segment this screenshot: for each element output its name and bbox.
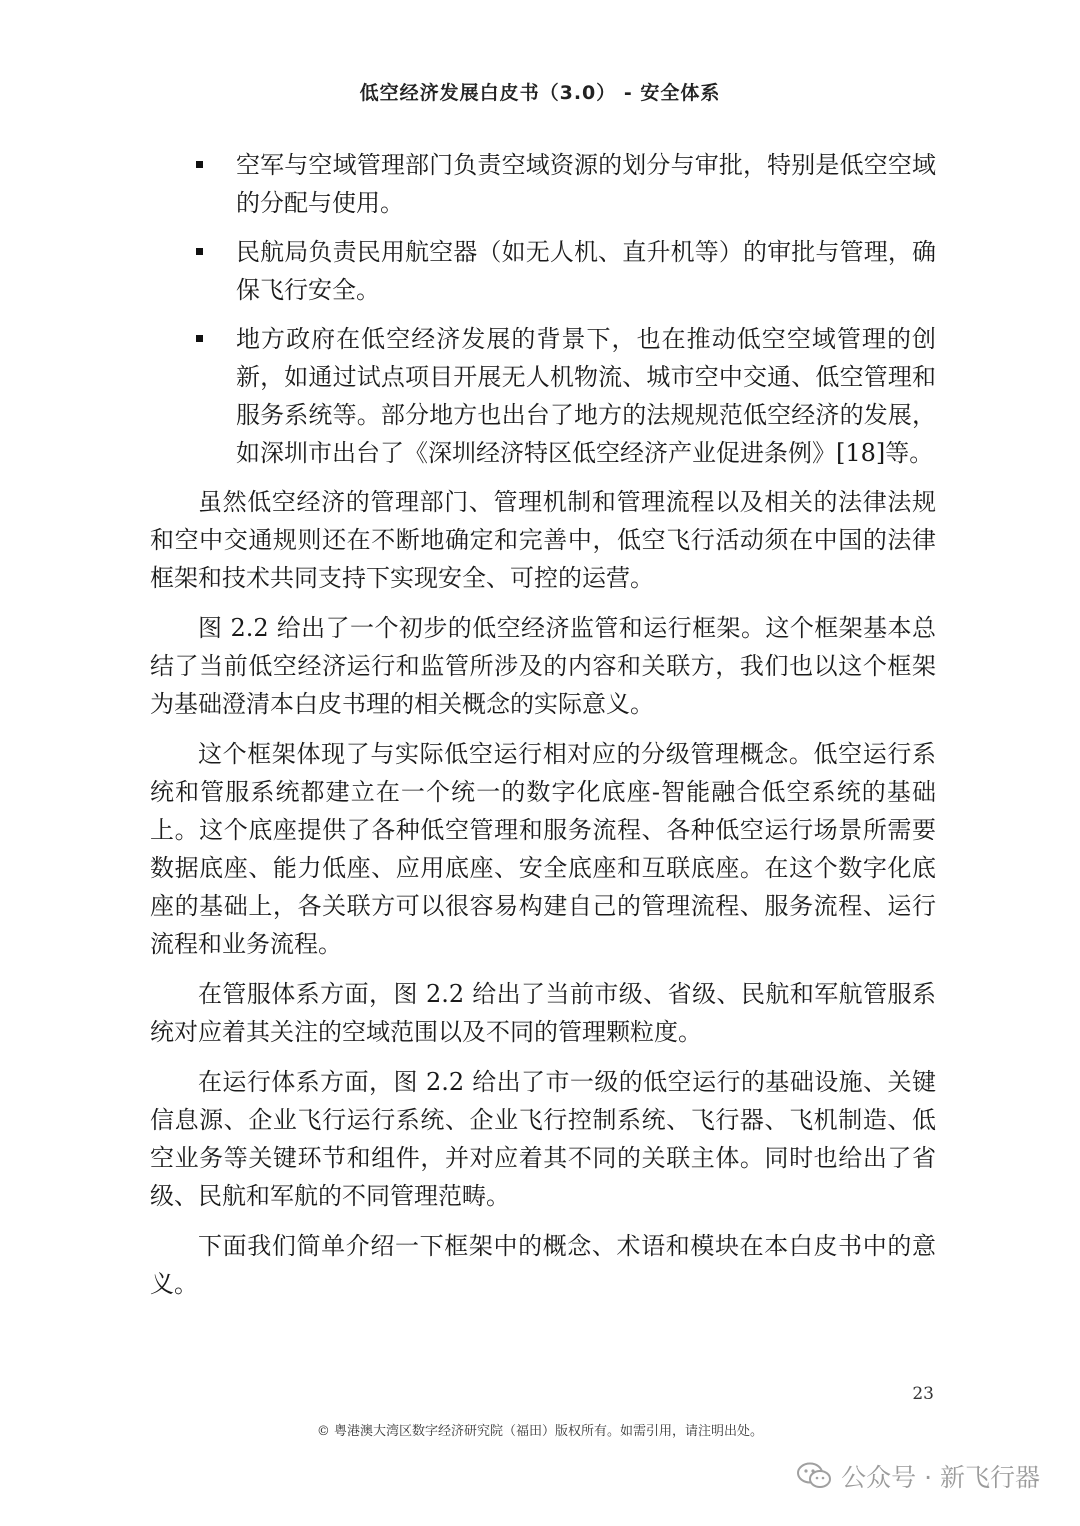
watermark [797,1458,1040,1494]
square-bullet-icon [196,335,203,342]
body-paragraph: 在管服体系方面，图 2.2 给出了当前市级、省级、民航和军航管服系统对应着其关注的空域范围以及不同的管理颗粒度。 [150,980,936,1046]
bullet-item [150,146,936,222]
body-paragraph: 这个框架体现了与实际低空运行相对应的分级管理概念。低空运行系统和管服系统都建立在一个统一的数字化底座-智能融合低空系统的基础上。这个底座提供了各种低空管理和服务流程、各种低空运行场景所需要数据底座、能力低座、应用底座、安全底座和互联底座。在这个数字化底座的基础上，各关联方可以很容易构建自己的管理流程、服务流程、运行流程和业务流程。 [150,740,936,958]
page-header-title: 低空经济发展白皮书（3.0） - 安全体系 [359,82,721,104]
page-content [150,146,936,1315]
bullet-text: 民航局负责民用航空器（如无人机、直升机等）的审批与管理，确保飞行安全。 [236,238,936,304]
body-paragraph: 下面我们简单介绍一下框架中的概念、术语和模块在本白皮书中的意义。 [150,1232,936,1298]
square-bullet-icon [196,248,203,255]
wechat-icon [797,1462,831,1490]
bullet-list [150,146,936,472]
copyright-notice: © 粤港澳大湾区数字经济研究院（福田）版权所有。如需引用，请注明出处。 [316,1424,764,1439]
bullet-text: 地方政府在低空经济发展的背景下，也在推动低空空域管理的创新，如通过试点项目开展无人机物流、城市空中交通、低空管理和服务系统等。部分地方也出台了地方的法规规范低空经济的发展，如深圳市出台了《深圳经济特区低空经济产业促进条例》[18]等。 [236,325,936,467]
body-paragraph: 图 2.2 给出了一个初步的低空经济监管和运行框架。这个框架基本总结了当前低空经济运行和监管所涉及的内容和关联方，我们也以这个框架为基础澄清本白皮书理的相关概念的实际意义。 [150,614,936,718]
bullet-item [150,320,936,472]
body-paragraph: 虽然低空经济的管理部门、管理机制和管理流程以及相关的法律法规和空中交通规则还在不断地确定和完善中，低空飞行活动须在中国的法律框架和技术共同支持下实现安全、可控的运营。 [150,488,936,592]
square-bullet-icon [196,161,203,168]
page-number: 23 [912,1384,934,1404]
watermark-text: 公众号 · 新飞行器 [841,1463,1040,1492]
body-paragraph: 在运行体系方面，图 2.2 给出了市一级的低空运行的基础设施、关键信息源、企业飞行运行系统、企业飞行控制系统、飞行器、飞机制造、低空业务等关键环节和组件，并对应着其不同的关联主体。同时也给出了省级、民航和军航的不同管理范畴。 [150,1068,936,1210]
bullet-text: 空军与空域管理部门负责空域资源的划分与审批，特别是低空空域的分配与使用。 [236,151,936,217]
bullet-item [150,233,936,309]
